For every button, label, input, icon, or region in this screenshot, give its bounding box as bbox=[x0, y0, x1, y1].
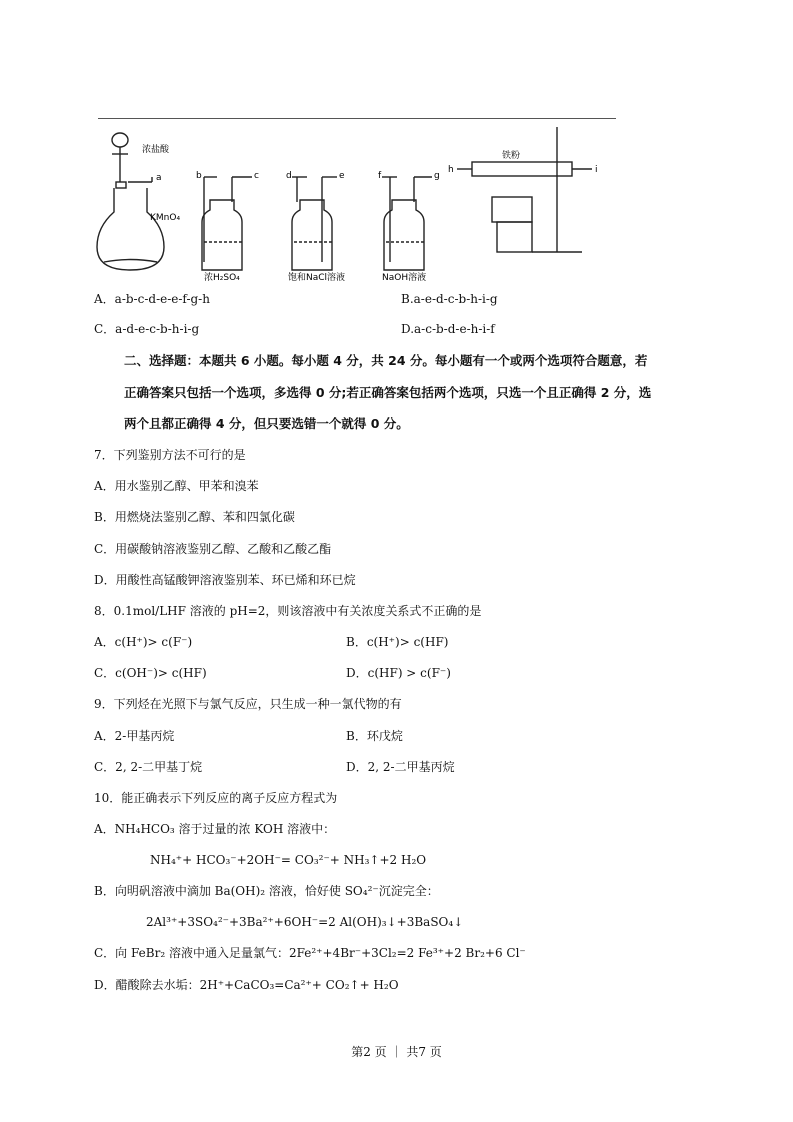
q8-option-a: A．c(H⁺)> c(F⁻) bbox=[94, 635, 193, 649]
kmno4-label: KMnO₄ bbox=[150, 213, 181, 223]
q6-option-d: D.a-c-b-d-e-h-i-f bbox=[401, 322, 495, 336]
q10-option-c: C．向 FeBr₂ 溶液中通入足量氯气：2Fe²⁺+4Br⁻+3Cl₂=2 Fe³⁺+2 Br₂+6 Cl⁻ bbox=[94, 946, 526, 960]
q8-option-c: C．c(OH⁻)> c(HF) bbox=[94, 666, 207, 680]
q6-option-b: B.a-e-d-c-b-h-i-g bbox=[401, 292, 498, 306]
q9-stem: 9．下列烃在光照下与氯气反应，只生成一种一氯代物的有 bbox=[94, 697, 402, 711]
q6-option-c: C．a-d-e-c-b-h-i-g bbox=[94, 322, 200, 336]
iron-label: 铁粉 bbox=[502, 151, 521, 161]
label-c: c bbox=[254, 171, 259, 181]
apparatus-figure bbox=[92, 122, 612, 282]
label-a: a bbox=[156, 173, 162, 183]
label-d: d bbox=[286, 171, 292, 181]
q8-stem: 8．0.1mol/LHF 溶液的 pH=2，则该溶液中有关浓度关系式不正确的是 bbox=[94, 604, 482, 618]
q10-option-a: A．NH₄HCO₃ 溶于过量的浓 KOH 溶液中： bbox=[94, 822, 336, 836]
label-b: b bbox=[196, 171, 202, 181]
tube-furnace bbox=[457, 127, 592, 252]
q10-option-d: D．醋酸除去水垢：2H⁺+CaCO₃=Ca²⁺+ CO₂↑+ H₂O bbox=[94, 978, 399, 992]
section2-line3: 两个且都正确得 4 分，但只要选错一个就得 0 分。 bbox=[124, 416, 409, 431]
q9-option-c: C．2, 2-二甲基丁烷 bbox=[94, 760, 203, 774]
q9-option-a: A．2-甲基丙烷 bbox=[94, 729, 175, 743]
label-g: g bbox=[434, 171, 440, 181]
page-footer: 第2 页 ｜ 共7 页 bbox=[351, 1045, 442, 1059]
label-i: i bbox=[595, 165, 598, 175]
section2-line2: 正确答案只包括一个选项，多选得 0 分;若正确答案包括两个选项，只选一个且正确得 2 分，选 bbox=[124, 385, 652, 400]
h2so4-label: 浓H₂SO₄ bbox=[204, 273, 240, 282]
q10-equation-a: NH₄⁺+ HCO₃⁻+2OH⁻= CO₃²⁻+ NH₃↑+2 H₂O bbox=[150, 853, 427, 867]
naoh-label: NaOH溶液 bbox=[382, 273, 427, 282]
q7-option-c: C．用碳酸钠溶液鉴别乙醇、乙酸和乙酸乙酯 bbox=[94, 542, 332, 556]
label-h: h bbox=[448, 165, 454, 175]
q7-option-b: B．用燃烧法鉴别乙醇、苯和四氯化碳 bbox=[94, 510, 295, 524]
hcl-label: 浓盐酸 bbox=[142, 145, 170, 155]
q7-stem: 7．下列鉴别方法不可行的是 bbox=[94, 448, 246, 462]
bottle-naoh bbox=[382, 177, 432, 270]
q9-option-b: B．环戊烷 bbox=[346, 729, 403, 743]
top-rule bbox=[98, 118, 616, 119]
q7-option-d: D．用酸性高锰酸钾溶液鉴别苯、环已烯和环已烷 bbox=[94, 573, 356, 587]
q8-option-b: B．c(H⁺)> c(HF) bbox=[346, 635, 449, 649]
q10-equation-b: 2Al³⁺+3SO₄²⁻+3Ba²⁺+6OH⁻=2 Al(OH)₃↓+3BaSO₄↓ bbox=[146, 915, 464, 929]
q6-option-a: A．a-b-c-d-e-e-f-g-h bbox=[94, 292, 210, 306]
bottle-h2so4 bbox=[202, 177, 252, 270]
bottle-nacl bbox=[292, 177, 337, 270]
q9-option-d: D．2, 2-二甲基丙烷 bbox=[346, 760, 455, 774]
label-f: f bbox=[378, 171, 382, 181]
label-e: e bbox=[339, 171, 345, 181]
q10-option-b: B．向明矾溶液中滴加 Ba(OH)₂ 溶液，恰好使 SO₄²⁻沉淀完全： bbox=[94, 884, 439, 898]
q8-option-d: D．c(HF) > c(F⁻) bbox=[346, 666, 451, 680]
nacl-label: 饱和NaCl溶液 bbox=[288, 273, 346, 282]
section2-line1: 二、选择题：本题共 6 小题。每小题 4 分，共 24 分。每小题有一个或两个选项符合题意，若 bbox=[124, 353, 648, 368]
q10-stem: 10．能正确表示下列反应的离子反应方程式为 bbox=[94, 791, 338, 805]
q7-option-a: A．用水鉴别乙醇、甲苯和溴苯 bbox=[94, 479, 259, 493]
